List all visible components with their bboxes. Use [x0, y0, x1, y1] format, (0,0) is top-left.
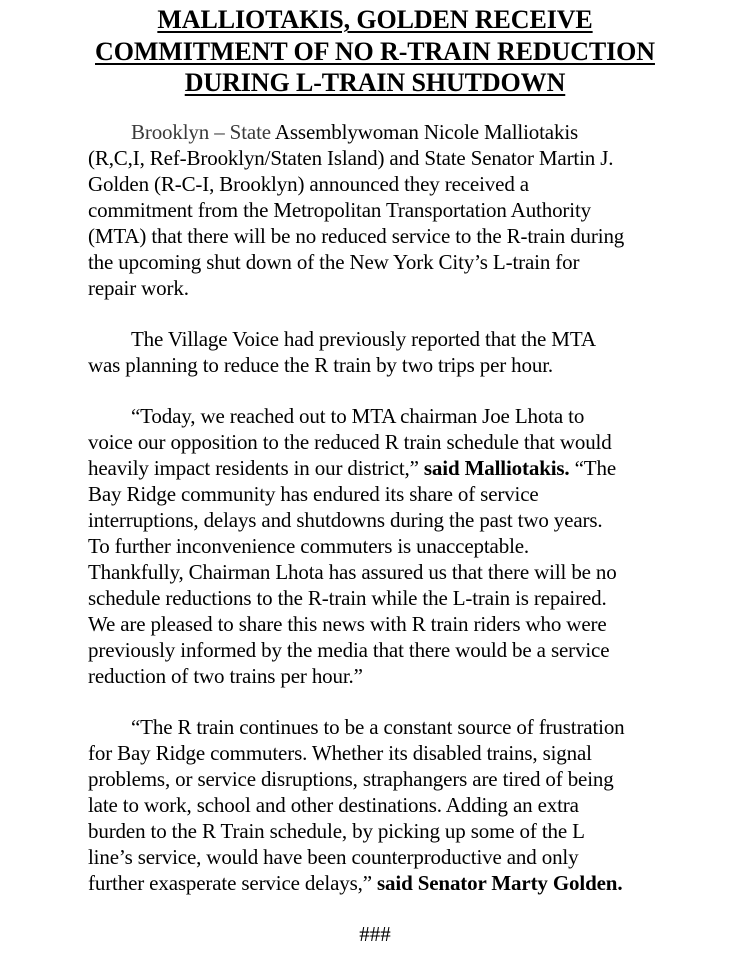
text-fragment: further exasperate service delays,”: [88, 871, 378, 895]
headline-line-2: COMMITMENT OF NO R-TRAIN REDUCTION: [95, 36, 655, 66]
paragraph-announcement: [88, 119, 678, 301]
text-line: We are pleased to share this news with R train riders who were: [88, 612, 607, 636]
text-line: the upcoming shut down of the New York City’s L-train for: [88, 250, 580, 274]
text-line: Bay Ridge community has endured its share of service: [88, 482, 539, 506]
text-line: repair work.: [88, 276, 189, 300]
text-line: previously informed by the media that there would be a service: [88, 638, 610, 662]
text-line: [88, 119, 678, 145]
speaker-attribution: said Senator Marty Golden.: [377, 871, 623, 895]
text-line: was planning to reduce the R train by two trips per hour.: [88, 353, 554, 377]
text-fragment: heavily impact residents in our district,”: [88, 456, 424, 480]
text-line: Thankfully, Chairman Lhota has assured us that there will be no: [88, 560, 617, 584]
text-line: interruptions, delays and shutdowns during the past two years.: [88, 508, 603, 532]
text-line: line’s service, would have been counterproductive and only: [88, 845, 579, 869]
headline-line-3: DURING L-TRAIN SHUTDOWN: [184, 68, 566, 97]
paragraph-malliotakis-quote: [88, 403, 678, 689]
text-line: problems, or service disruptions, straphangers are tired of being: [88, 767, 614, 791]
text-line: schedule reductions to the R-train while the L-train is repaired.: [88, 586, 607, 610]
text-line: for Bay Ridge commuters. Whether its disabled trains, signal: [88, 741, 592, 765]
text-line: The Village Voice had previously reported that the MTA: [131, 327, 596, 351]
speaker-attribution: said Malliotakis.: [423, 456, 570, 480]
text-line: (MTA) that there will be no reduced service to the R-train during: [88, 224, 625, 248]
text-line: late to work, school and other destinations. Adding an extra: [88, 793, 579, 817]
text-line: [88, 870, 678, 896]
dateline: Brooklyn – State: [131, 120, 271, 144]
press-release-body: [88, 119, 678, 921]
text-line: reduction of two trains per hour.”: [88, 664, 363, 688]
end-of-release-mark: ###: [359, 922, 391, 946]
text-line: “Today, we reached out to MTA chairman Joe Lhota to: [131, 404, 585, 428]
paragraph-village-voice: [88, 326, 678, 378]
text-line: burden to the R Train schedule, by picking up some of the L: [88, 819, 585, 843]
text-fragment: “The: [569, 456, 617, 480]
text-line: (R,C,I, Ref-Brooklyn/Staten Island) and State Senator Martin J.: [88, 146, 614, 170]
headline-line-1: MALLIOTAKIS, GOLDEN RECEIVE: [157, 5, 593, 34]
headline: [80, 4, 670, 99]
paragraph-golden-quote: [88, 714, 678, 896]
text-fragment: Assemblywoman Nicole Malliotakis: [270, 120, 579, 144]
text-line: “The R train continues to be a constant source of frustration: [131, 715, 625, 739]
text-line: To further inconvenience commuters is unacceptable.: [88, 534, 530, 558]
text-line: commitment from the Metropolitan Transportation Authority: [88, 198, 591, 222]
text-line: Golden (R-C-I, Brooklyn) announced they received a: [88, 172, 529, 196]
text-line: [88, 455, 678, 481]
text-line: voice our opposition to the reduced R train schedule that would: [88, 430, 612, 454]
